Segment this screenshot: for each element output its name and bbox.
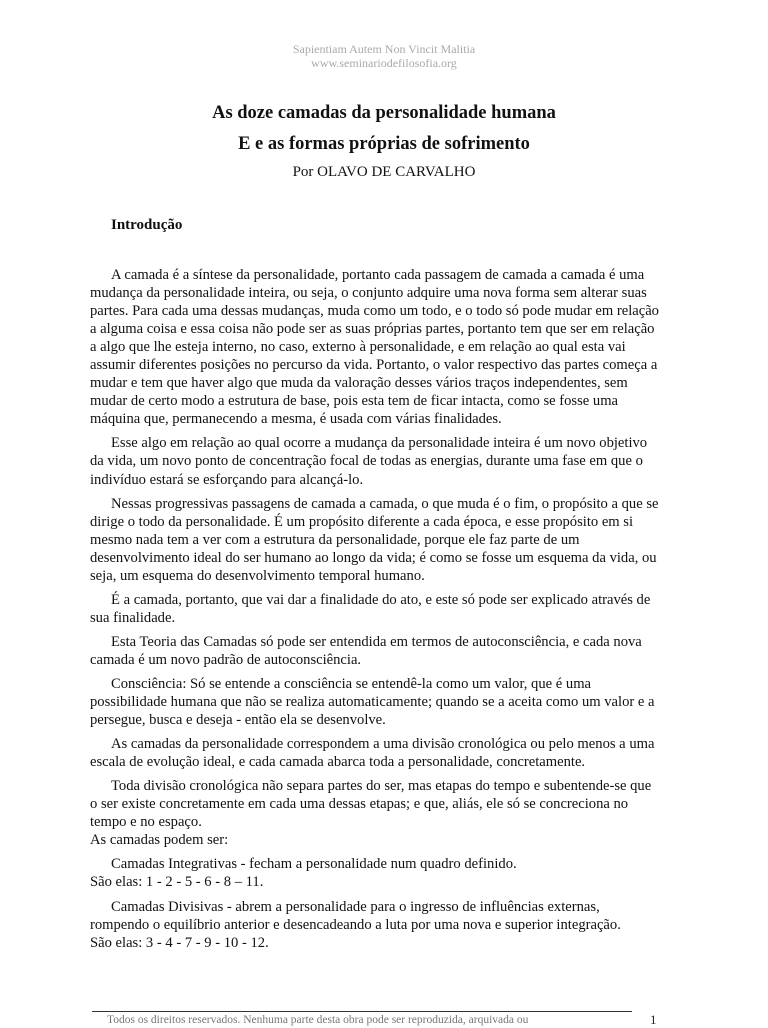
- paragraph: Esta Teoria das Camadas só pode ser entendida em termos de autoconsciência, e cada nova camada é um novo padrão de autoconsciência.: [90, 633, 642, 668]
- page-header: [0, 42, 768, 70]
- list-intro: As camadas podem ser:: [90, 832, 229, 849]
- document-title: As doze camadas da personalidade humana: [212, 103, 556, 123]
- paragraph: Esse algo em relação ao qual ocorre a mudança da personalidade inteira é um novo objetivo da vida, um novo ponto de concentração focal de todas as energias, durante uma fase em que o indivíduo estará se esforçando para alcançá-lo.: [90, 435, 648, 488]
- document-subtitle: E e as formas próprias de sofrimento: [238, 134, 530, 154]
- paragraph: Nessas progressivas passagens de camada a camada, o que muda é o fim, o propósito a que se dirige o todo da personalidade. É um propósito diferente a cada época, e esse propósito em si mesmo nada tem a ver com a estrutura da personalidade, porque ele faz parte de um desenvolvimento ideal do ser humano ao longo da vida; é como se fosse um esquema da vida, ou seja, um esquema do desenvolvimento temporal humano.: [90, 495, 659, 584]
- integrative-layers: [90, 855, 660, 891]
- divisive-layers-items: São elas: 3 - 4 - 7 - 9 - 10 - 12.: [90, 934, 269, 951]
- header-motto: Sapientiam Autem Non Vincit Malitia: [292, 42, 476, 56]
- author-byline: Por OLAVO DE CARVALHO: [292, 164, 476, 180]
- integrative-layers-text: Camadas Integrativas - fecham a personalidade num quadro definido.: [111, 856, 517, 873]
- integrative-layers-items: São elas: 1 - 2 - 5 - 6 - 8 – 11.: [90, 874, 264, 891]
- footer-copyright: Todos os direitos reservados. Nenhuma parte desta obra pode ser reproduzida, arquivada ou: [107, 1014, 529, 1026]
- paragraph: A camada é a síntese da personalidade, portanto cada passagem de camada a camada é uma mudança da personalidade inteira, ou seja, o conjunto adquire uma nova forma sem alterar suas partes. Para cada uma dessas mudanças, muda como um todo, e o todo só pode mudar em relação a alguma coisa e essa coisa não pode ser as suas próprias partes, portanto tem que ser em relação a algo que lhe esteja interno, no caso, externo à personalidade, e em relação ao qual esta vai assumir diferentes posições no percurso da vida. Portanto, o valor respectivo das partes começa a mudar e tem que haver algo que muda da valoração desses vários traços independentes, sem mudar de certo modo a estrutura de base, pois esta tem de ficar intacta, como se fosse uma máquina que, permanecendo a mesma, é usada com várias finalidades.: [90, 267, 659, 428]
- paragraph: As camadas da personalidade correspondem a uma divisão cronológica ou pelo menos a uma escala de evolução ideal, e cada camada abarca toda a personalidade, concretamente.: [90, 736, 655, 771]
- body-text: [90, 266, 660, 958]
- paragraph: Consciência: Só se entende a consciência se entendê-la como um valor, que é uma possibilidade humana que não se realiza automaticamente; quando se a aceita como um valor e a persegue, busca e deseja - então ela se desenvolve.: [90, 675, 655, 729]
- paragraph: É a camada, portanto, que vai dar a finalidade do ato, e este só pode ser explicado através de sua finalidade.: [90, 591, 651, 626]
- paragraph: Toda divisão cronológica não separa partes do ser, mas etapas do tempo e subentende-se que o ser existe concretamente em cada uma dessas etapas; e que, aliás, ele só se concreciona no tempo e no espaço.: [90, 778, 652, 831]
- divisive-layers-text: Camadas Divisivas - abrem a personalidade para o ingresso de influências externas, rompendo o equilíbrio anterior e desencadeando a luta por uma nova e superior integração.: [90, 898, 621, 933]
- section-heading: Introdução: [111, 217, 183, 233]
- page-number: 1: [650, 1012, 657, 1027]
- footer-divider: [92, 1011, 632, 1012]
- divisive-layers: [90, 898, 660, 952]
- header-website: www.seminariodefilosofia.org: [311, 56, 457, 70]
